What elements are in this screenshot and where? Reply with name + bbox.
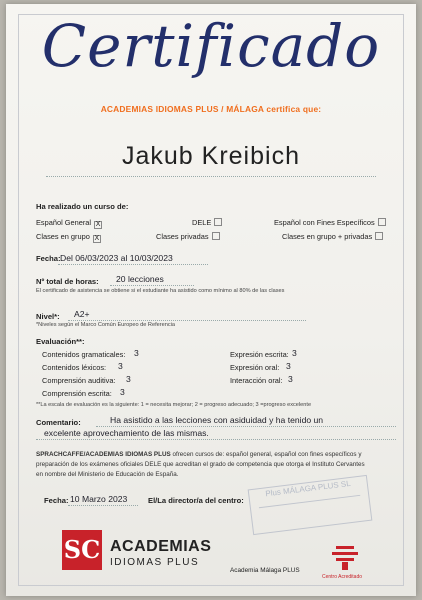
disclaimer-line-3: en nombre del Ministerio de Educación de España.	[36, 471, 179, 478]
checkbox-clases-privadas	[212, 232, 220, 240]
eval-score: 3	[118, 361, 123, 371]
stamp-text: Plus MÁLAGA PLUS SL	[264, 478, 352, 499]
brand-idiomas-plus: IDIOMAS PLUS	[110, 557, 200, 568]
option-clases-grupo	[36, 232, 101, 243]
eval-score: 3	[286, 361, 291, 371]
hours-underline	[110, 285, 194, 286]
instituto-cervantes-logo	[328, 544, 362, 572]
brand-academia-malaga: Academia Málaga PLUS	[230, 567, 300, 574]
level-underline	[68, 320, 306, 321]
comment-label: Comentario:	[36, 418, 81, 427]
comment-underline-1	[96, 426, 396, 427]
eval-comprension-auditiva: Comprensión auditiva:	[42, 376, 116, 385]
level-label: Nivel*:	[36, 312, 60, 321]
option-grupo-privadas	[282, 232, 383, 241]
option-clases-privadas	[156, 232, 220, 241]
student-name: Jakub Kreibich	[122, 142, 300, 170]
name-underline	[46, 176, 376, 177]
checkbox-clases-grupo: X	[94, 235, 100, 242]
level-note: *Niveles según el Marco Común Europeo de Referencia	[36, 322, 175, 328]
checkbox-grupo-privadas	[375, 232, 383, 240]
eval-score: 3	[120, 387, 125, 397]
eval-score: 3	[288, 374, 293, 384]
eval-interaccion-oral: Interacción oral:	[230, 376, 283, 385]
director-label: El/La director/a del centro:	[148, 496, 244, 505]
course-heading: Ha realizado un curso de:	[36, 202, 129, 211]
option-label: Clases privadas	[156, 232, 209, 241]
sc-logo: SC	[62, 530, 102, 570]
option-dele	[192, 218, 222, 227]
eval-score: 3	[126, 374, 131, 384]
disclaimer-brand: SPRACHCAFFE/ACADEMIAS IDIOMAS PLUS	[36, 451, 171, 458]
eval-expresion-oral: Expresión oral:	[230, 363, 280, 372]
option-fines-especificos	[274, 218, 386, 227]
comment-line-1: Ha asistido a las lecciones con asiduidad y ha tenido un	[110, 415, 324, 425]
option-espanol-general	[36, 218, 102, 229]
option-label: Español con Fines Específicos	[274, 218, 375, 227]
checkbox-dele	[214, 218, 222, 226]
eval-expresion-escrita: Expresión escrita:	[230, 350, 289, 359]
eval-contenidos-lexicos: Contenidos léxicos:	[42, 363, 107, 372]
date-value: Del 06/03/2023 al 10/03/2023	[60, 253, 173, 263]
disclaimer-line-2: preparación de los exámenes oficiales DELE que acreditan el grado de competencia que otorga el Instituto Cervantes	[36, 461, 365, 468]
disclaimer-line-1: ofrecen cursos de: español general, español con fines específicos y	[172, 451, 362, 458]
hours-label: Nº total de horas:	[36, 277, 99, 286]
option-label: DELE	[192, 218, 212, 227]
evaluation-label: Evaluación**:	[36, 337, 85, 346]
certificate-paper	[6, 4, 416, 596]
hours-value: 20 lecciones	[116, 274, 164, 284]
certificate-title: Certificado	[41, 12, 381, 80]
brand-academias: ACADEMIAS	[110, 538, 212, 555]
eval-score: 3	[292, 348, 297, 358]
date-underline	[58, 264, 208, 265]
issue-date-label: Fecha:	[44, 496, 69, 505]
option-label: Clases en grupo + privadas	[282, 232, 373, 241]
eval-contenidos-gramaticales: Contenidos gramaticales:	[42, 350, 126, 359]
issue-date-value: 10 Marzo 2023	[70, 494, 128, 504]
attendance-note: El certificado de asistencia se obtiene si el estudiante ha asistido como mínimo al 80% de las clases	[36, 288, 285, 294]
issue-date-underline	[68, 505, 138, 506]
eval-comprension-escrita: Comprensión escrita:	[42, 389, 112, 398]
scale-note: **La escala de evaluación es la siguiente: 1 = necesita mejorar; 2 = progreso adecuado; 3 =progreso excelente	[36, 402, 312, 408]
level-value: A2+	[74, 309, 90, 319]
cervantes-label: Centro Acreditado	[322, 574, 363, 580]
checkbox-fines-especificos	[378, 218, 386, 226]
certificate-subtitle: ACADEMIAS IDIOMAS PLUS / MÁLAGA certifica que:	[100, 104, 322, 114]
checkbox-espanol-general: X	[95, 221, 101, 228]
comment-line-2: excelente aprovechamiento de las mismas.	[44, 428, 209, 438]
eval-score: 3	[134, 348, 139, 358]
disclaimer	[36, 450, 365, 480]
comment-underline-2	[36, 439, 396, 440]
option-label: Clases en grupo	[36, 232, 90, 241]
date-label: Fecha:	[36, 254, 61, 263]
option-label: Español General	[36, 218, 92, 227]
